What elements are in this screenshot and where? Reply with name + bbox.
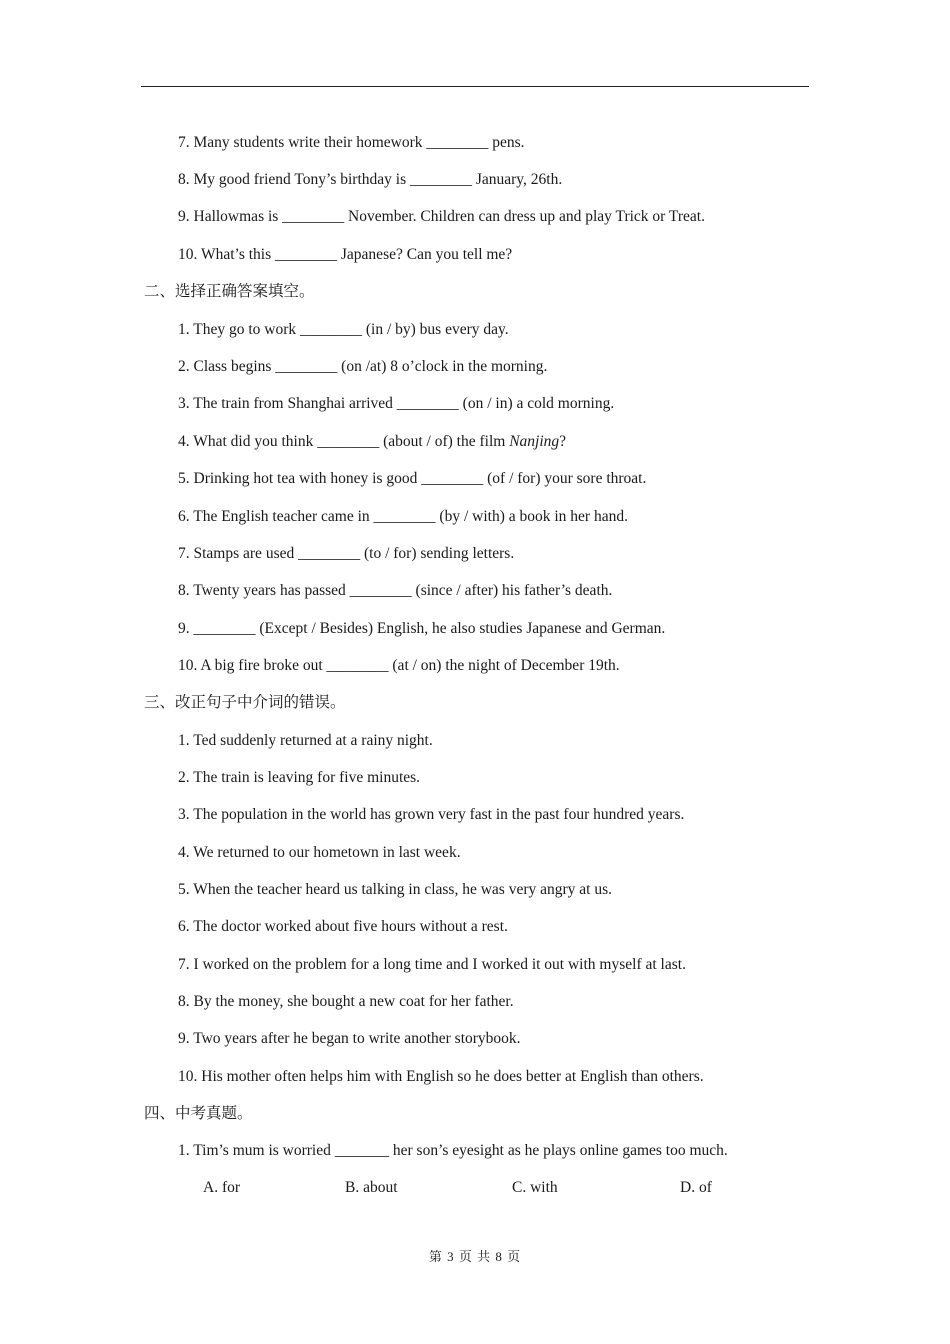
question-line: 7. Many students write their homework ________ pens. bbox=[178, 134, 525, 151]
question-line: 9. ________ (Except / Besides) English, he also studies Japanese and German. bbox=[178, 620, 666, 637]
question-line: 7. Stamps are used ________ (to / for) sending letters. bbox=[178, 545, 515, 562]
question-line: 3. The train from Shanghai arrived ________ (on / in) a cold morning. bbox=[178, 395, 615, 412]
question-line: 5. Drinking hot tea with honey is good ________ (of / for) your sore throat. bbox=[178, 470, 647, 487]
question-line: 8. My good friend Tony’s birthday is ________ January, 26th. bbox=[178, 171, 563, 188]
option-d: D. of bbox=[680, 1179, 712, 1196]
question-line bbox=[178, 432, 566, 452]
section-heading: 四、中考真题。 bbox=[144, 1105, 253, 1122]
question-line: 1. They go to work ________ (in / by) bus every day. bbox=[178, 321, 509, 338]
question-text: 4. What did you think ________ (about / of) the film bbox=[178, 433, 510, 450]
option-b: B. about bbox=[345, 1179, 398, 1196]
question-line: 10. His mother often helps him with English so he does better at English than others. bbox=[178, 1068, 704, 1085]
question-line: 9. Hallowmas is ________ November. Children can dress up and play Trick or Treat. bbox=[178, 208, 705, 225]
question-line: 10. What’s this ________ Japanese? Can you tell me? bbox=[178, 246, 513, 263]
question-text: ? bbox=[559, 433, 567, 450]
option-a: A. for bbox=[203, 1179, 241, 1196]
option-c: C. with bbox=[512, 1179, 558, 1196]
film-title: Nanjing bbox=[509, 433, 560, 450]
question-line: 10. A big fire broke out ________ (at / on) the night of December 19th. bbox=[178, 657, 620, 674]
question-line: 6. The doctor worked about five hours without a rest. bbox=[178, 918, 508, 935]
question-line: 8. Twenty years has passed ________ (since / after) his father’s death. bbox=[178, 582, 613, 599]
question-line: 5. When the teacher heard us talking in class, he was very angry at us. bbox=[178, 881, 612, 898]
question-line: 3. The population in the world has grown very fast in the past four hundred years. bbox=[178, 806, 685, 823]
header-rule bbox=[141, 86, 809, 87]
question-line: 9. Two years after he began to write another storybook. bbox=[178, 1030, 521, 1047]
question-line: 2. The train is leaving for five minutes. bbox=[178, 769, 421, 786]
question-line: 2. Class begins ________ (on /at) 8 o’clock in the morning. bbox=[178, 358, 548, 375]
question-line: 1. Tim’s mum is worried _______ her son’s eyesight as he plays online games too much. bbox=[178, 1142, 728, 1159]
page-footer: 第 3 页 共 8 页 bbox=[428, 1249, 522, 1264]
section-heading: 二、选择正确答案填空。 bbox=[144, 283, 315, 300]
question-line: 6. The English teacher came in ________ (by / with) a book in her hand. bbox=[178, 508, 628, 525]
question-line: 1. Ted suddenly returned at a rainy night. bbox=[178, 732, 433, 749]
question-line: 7. I worked on the problem for a long time and I worked it out with myself at last. bbox=[178, 956, 686, 973]
section-heading: 三、改正句子中介词的错误。 bbox=[144, 694, 346, 711]
question-line: 8. By the money, she bought a new coat for her father. bbox=[178, 993, 514, 1010]
question-line: 4. We returned to our hometown in last week. bbox=[178, 844, 461, 861]
